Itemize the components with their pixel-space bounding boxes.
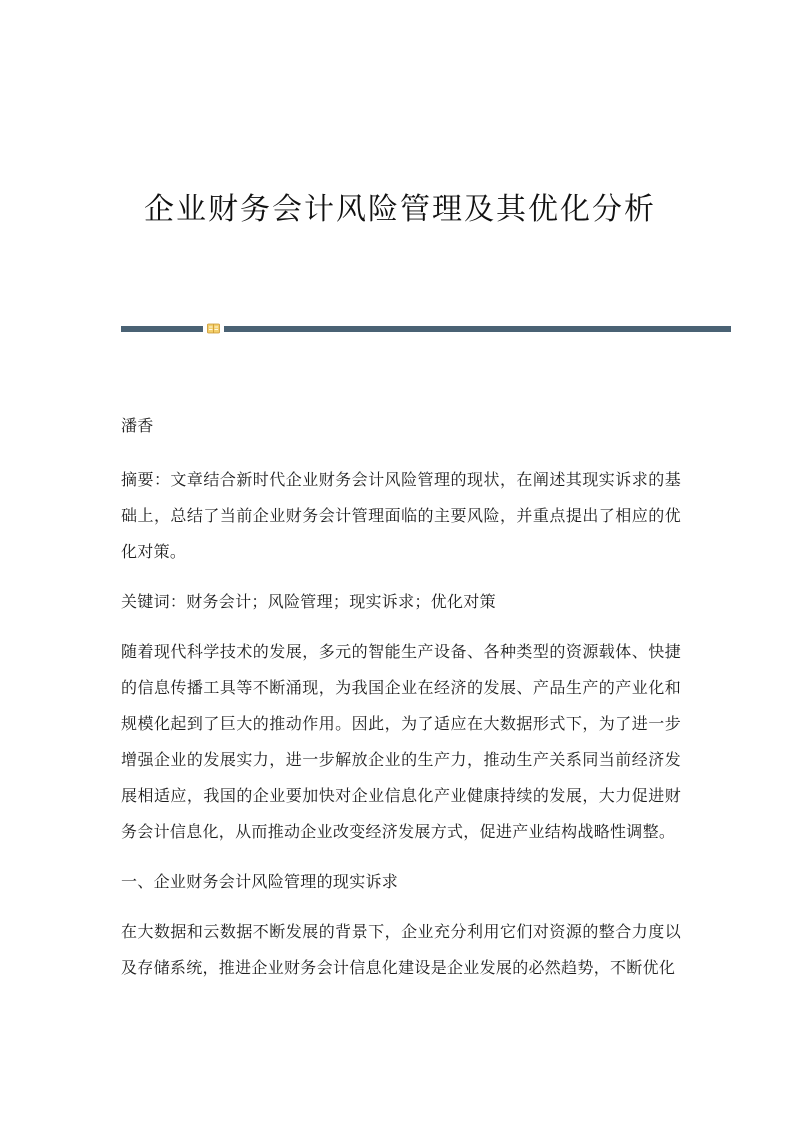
document-title: 企业财务会计风险管理及其优化分析: [144, 192, 656, 227]
divider-bar-right: [224, 326, 731, 332]
section-paragraph: 在大数据和云数据不断发展的背景下，企业充分利用它们对资源的整合力度以及存储系统，推进企业财务会计信息化建设是企业发展的必然趋势，不断优化: [121, 922, 681, 977]
intro-paragraph: 随着现代科学技术的发展，多元的智能生产设备、各种类型的资源载体、快捷的信息传播工具等不断涌现，为我国企业在经济的发展、产品生产的产业化和规模化起到了巨大的推动作用。因此，为了适应在大数据形式下，为了进一步增强企业的发展实力，进一步解放企业的生产力，推动生产关系同当前经济发展相适应，我国的企业要加快对企业信息化产业健康持续的发展，大力促进财务会计信息化，从而推动企业改变经济发展方式，促进产业结构战略性调整。: [121, 642, 681, 841]
abstract-paragraph: 摘要：文章结合新时代企业财务会计风险管理的现状，在阐述其现实诉求的基础上，总结了当前企业财务会计管理面临的主要风险，并重点提出了相应的优化对策。: [121, 470, 681, 561]
book-icon: [207, 322, 220, 335]
author-name: 潘香: [121, 416, 154, 435]
title-divider: [121, 322, 731, 336]
article-body: [121, 408, 681, 1000]
section-heading: 一、企业财务会计风险管理的现实诉求: [121, 872, 399, 891]
keywords-paragraph: 关键词：财务会计；风险管理；现实诉求；优化对策: [121, 592, 496, 611]
divider-bar-left: [121, 326, 203, 332]
